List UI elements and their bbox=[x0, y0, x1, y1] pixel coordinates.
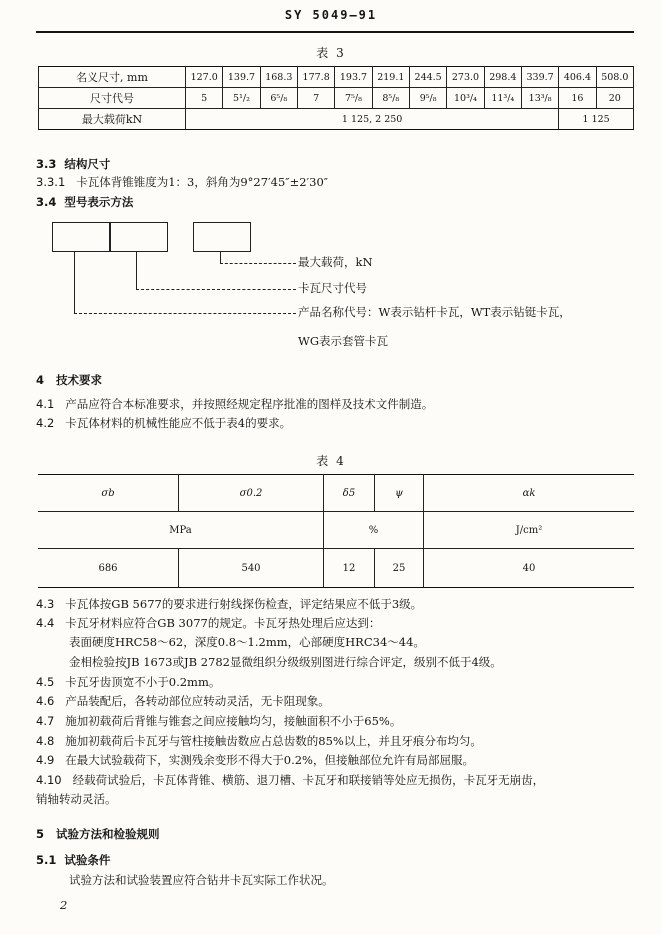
clause-4-10 bbox=[36, 772, 544, 788]
table4-unit-mpa: MPa bbox=[38, 512, 324, 549]
table3-cell: 5¹/₂ bbox=[223, 88, 260, 109]
clause-4-10-line2: 销轴转动灵活。 bbox=[36, 792, 117, 806]
size-leader-h bbox=[136, 289, 296, 290]
table3-row-code bbox=[39, 88, 634, 109]
clause-4-4-line2: 表面硬度HRC58～62，深度0.8～1.2mm，心部硬度HRC34～44。 bbox=[69, 635, 425, 649]
clause-3-3-1 bbox=[36, 174, 328, 190]
section-4 bbox=[36, 372, 102, 388]
clause-number: 4.9 bbox=[36, 753, 55, 767]
section-5 bbox=[36, 826, 160, 842]
clause-text: 卡瓦牙齿顶宽不小于0.2mm。 bbox=[65, 675, 221, 689]
table3-cell: 5 bbox=[186, 88, 223, 109]
clause-text: 卡瓦体材料的机械性能应不低于表4的要求。 bbox=[65, 416, 292, 430]
table4-value: 12 bbox=[324, 549, 375, 588]
table3-row-load bbox=[39, 109, 634, 130]
standard-header: SY 5049—91 bbox=[284, 8, 378, 22]
table3-cell: 6⁵/₈ bbox=[260, 88, 297, 109]
table3-cell: 219.1 bbox=[372, 67, 409, 88]
clause-number: 4.8 bbox=[36, 734, 55, 748]
table4-value: 40 bbox=[424, 549, 635, 588]
name-code-box bbox=[52, 222, 110, 252]
clause-number: 4.3 bbox=[36, 597, 55, 611]
table4-value: 25 bbox=[375, 549, 424, 588]
clause-text: 卡瓦体按GB 5677的要求进行射线探伤检查，评定结果应不低于3级。 bbox=[65, 597, 423, 611]
table3-load-right: 1 125 bbox=[559, 109, 634, 130]
table3-cell: 244.5 bbox=[409, 67, 446, 88]
table4-header: δ5 bbox=[324, 475, 375, 512]
table3-cell: 127.0 bbox=[186, 67, 223, 88]
load-leader-h bbox=[220, 263, 296, 264]
clause-4-9 bbox=[36, 752, 474, 768]
section-title: 型号表示方法 bbox=[64, 195, 134, 209]
section-number: 3.3 bbox=[36, 157, 57, 171]
table4-unit-pct: % bbox=[324, 512, 424, 549]
table3-cell: 9⁵/₈ bbox=[409, 88, 446, 109]
table3-cell: 273.0 bbox=[447, 67, 484, 88]
clause-text: 施加初载荷后卡瓦牙与管柱接触齿数应占总齿数的85%以上，并且牙痕分布均匀。 bbox=[65, 734, 482, 748]
size-code-box bbox=[110, 222, 168, 252]
clause-number: 4.5 bbox=[36, 675, 55, 689]
clause-4-6 bbox=[36, 693, 330, 709]
table3 bbox=[38, 66, 634, 130]
table3-cell: 139.7 bbox=[223, 67, 260, 88]
clause-5-1-text: 试验方法和试验装置应符合钻井卡瓦实际工作状况。 bbox=[69, 873, 334, 887]
clause-4-7 bbox=[36, 713, 401, 729]
section-title: 试验条件 bbox=[64, 853, 111, 867]
table4-header: σ0.2 bbox=[179, 475, 324, 512]
header-rule bbox=[36, 31, 634, 33]
table3-cell: 177.8 bbox=[297, 67, 334, 88]
table3-row-size bbox=[39, 67, 634, 88]
clause-4-8 bbox=[36, 733, 482, 749]
table3-cell: 193.7 bbox=[335, 67, 372, 88]
table3-cell: 7 bbox=[297, 88, 334, 109]
table3-cell: 10³/₄ bbox=[447, 88, 484, 109]
page-number: 2 bbox=[60, 898, 68, 912]
table3-caption: 表 3 bbox=[316, 46, 346, 60]
label-name-code: 产品名称代号：W表示钻杆卡瓦，WT表示钻铤卡瓦， bbox=[298, 305, 571, 319]
section-title: 试验方法和检验规则 bbox=[56, 827, 160, 841]
table4-value: 686 bbox=[38, 549, 179, 588]
table3-cell: 11³/₄ bbox=[484, 88, 521, 109]
clause-number: 4.6 bbox=[36, 694, 55, 708]
table4-caption: 表 4 bbox=[316, 454, 346, 468]
clause-number: 4.1 bbox=[36, 397, 55, 411]
clause-4-4 bbox=[36, 615, 380, 631]
load-leader bbox=[220, 251, 221, 263]
table4 bbox=[38, 474, 634, 588]
label-name-code-2: WG表示套管卡瓦 bbox=[298, 334, 389, 348]
clause-text: 卡瓦牙材料应符合GB 3077的规定。卡瓦牙热处理后应达到： bbox=[65, 616, 381, 630]
clause-4-3 bbox=[36, 596, 422, 612]
table3-cell: 13³/₈ bbox=[521, 88, 558, 109]
clause-text: 在最大试验载荷下，实测残余变形不得大于0.2%，但接触部位允许有局部屈服。 bbox=[65, 753, 474, 767]
section-title: 结构尺寸 bbox=[64, 157, 111, 171]
section-5-1 bbox=[36, 852, 110, 868]
clause-text: 产品应符合本标准要求，并按照经规定程序批准的图样及技术文件制造。 bbox=[65, 397, 434, 411]
clause-text: 经载荷试验后，卡瓦体背锥、横筋、退刀槽、卡瓦牙和联接销等处应无损伤，卡瓦牙无崩齿， bbox=[72, 773, 545, 787]
name-leader-h bbox=[74, 313, 296, 314]
name-leader bbox=[74, 251, 75, 313]
section-number: 5 bbox=[36, 827, 45, 841]
table4-unit-j: J/cm² bbox=[424, 512, 635, 549]
table3-load-label: 最大载荷kN bbox=[39, 109, 186, 130]
clause-text: 施加初载荷后背锥与锥套之间应接触均匀，接触面积不小于65%。 bbox=[65, 714, 402, 728]
table3-cell: 406.4 bbox=[559, 67, 596, 88]
table4-header: ψ bbox=[375, 475, 424, 512]
table3-cell: 20 bbox=[596, 88, 633, 109]
table3-cell: 339.7 bbox=[521, 67, 558, 88]
section-3-4 bbox=[36, 194, 133, 210]
table4-unit-row bbox=[38, 512, 634, 549]
clause-4-4-line3: 金相检验按JB 1673或JB 2782显微组织分级级别图进行综合评定，级别不低于4级。 bbox=[69, 655, 502, 669]
table3-size-label: 名义尺寸, mm bbox=[39, 67, 186, 88]
table3-load-left: 1 125, 2 250 bbox=[186, 109, 559, 130]
table3-cell: 168.3 bbox=[260, 67, 297, 88]
table4-value-row bbox=[38, 549, 634, 588]
table4-header: αk bbox=[424, 475, 635, 512]
clause-text: 产品装配后，各转动部位应转动灵活，无卡阻现象。 bbox=[65, 694, 330, 708]
section-3-3 bbox=[36, 156, 110, 172]
section-title: 技术要求 bbox=[56, 373, 103, 387]
clause-number: 3.3.1 bbox=[36, 175, 66, 189]
table4-header: σb bbox=[38, 475, 179, 512]
section-number: 3.4 bbox=[36, 195, 57, 209]
table4-value: 540 bbox=[179, 549, 324, 588]
table3-cell: 8⁵/₈ bbox=[372, 88, 409, 109]
size-leader bbox=[136, 251, 137, 289]
table3-cell: 508.0 bbox=[596, 67, 633, 88]
label-size-code: 卡瓦尺寸代号 bbox=[298, 281, 367, 295]
clause-number: 4.2 bbox=[36, 416, 55, 430]
load-box bbox=[193, 222, 251, 252]
clause-4-1 bbox=[36, 396, 433, 412]
clause-number: 4.10 bbox=[36, 773, 62, 787]
clause-4-5 bbox=[36, 674, 220, 690]
table4-header-row bbox=[38, 475, 634, 512]
clause-text: 卡瓦体背锥锥度为1：3，斜角为9°27′45″±2′30″ bbox=[76, 175, 329, 189]
clause-number: 4.4 bbox=[36, 616, 55, 630]
table3-cell: 16 bbox=[559, 88, 596, 109]
section-number: 5.1 bbox=[36, 853, 57, 867]
table3-code-label: 尺寸代号 bbox=[39, 88, 186, 109]
table3-cell: 298.4 bbox=[484, 67, 521, 88]
clause-4-2 bbox=[36, 415, 291, 431]
table3-cell: 7⁵/₈ bbox=[335, 88, 372, 109]
label-max-load: 最大载荷，kN bbox=[298, 255, 373, 269]
clause-number: 4.7 bbox=[36, 714, 55, 728]
section-number: 4 bbox=[36, 373, 45, 387]
